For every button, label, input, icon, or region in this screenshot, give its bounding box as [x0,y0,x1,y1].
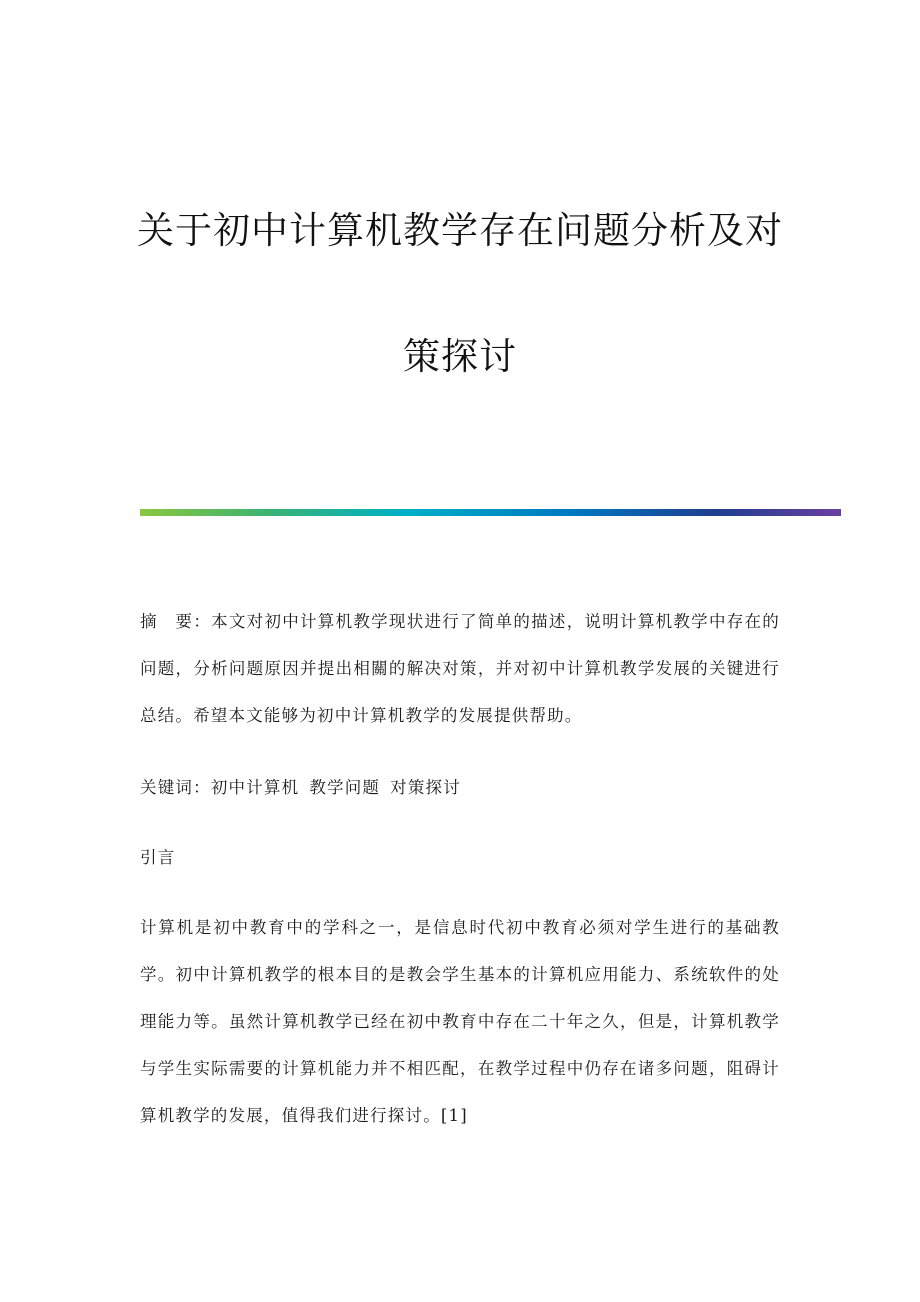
document-title-line-1: 关于初中计算机教学存在问题分析及对 [137,209,783,252]
intro-heading: 引言 [140,848,176,867]
keyword: 教学问题 [309,778,381,797]
keywords-label: 关键词： [140,778,211,797]
abstract-label: 摘 要： [140,612,212,631]
abstract-paragraph [140,598,780,739]
keyword: 初中计算机 [210,778,300,797]
keywords-line [140,764,780,811]
document-title-line-2: 策探讨 [403,335,517,378]
gradient-divider [140,509,841,516]
keyword: 对策探讨 [390,778,461,797]
abstract-text: 本文对初中计算机教学现状进行了简单的描述，说明计算机教学中存在的问题，分析问题原因并提出相關的解决对策，并对初中计算机教学发展的关键进行总结。希望本文能够为初中计算机教学的发展提供帮助。 [140,612,780,725]
intro-body-paragraph: 计算机是初中教育中的学科之一，是信息时代初中教育必须对学生进行的基础教学。初中计算机教学的根本目的是教会学生基本的计算机应用能力、系统软件的处理能力等。虽然计算机教学已经在初中教育中存在二十年之久，但是，计算机教学与学生实际需要的计算机能力并不相匹配，在教学过程中仍存在诸多问题，阻碍计算机教学的发展，值得我们进行探讨。[1] [140,918,780,1125]
